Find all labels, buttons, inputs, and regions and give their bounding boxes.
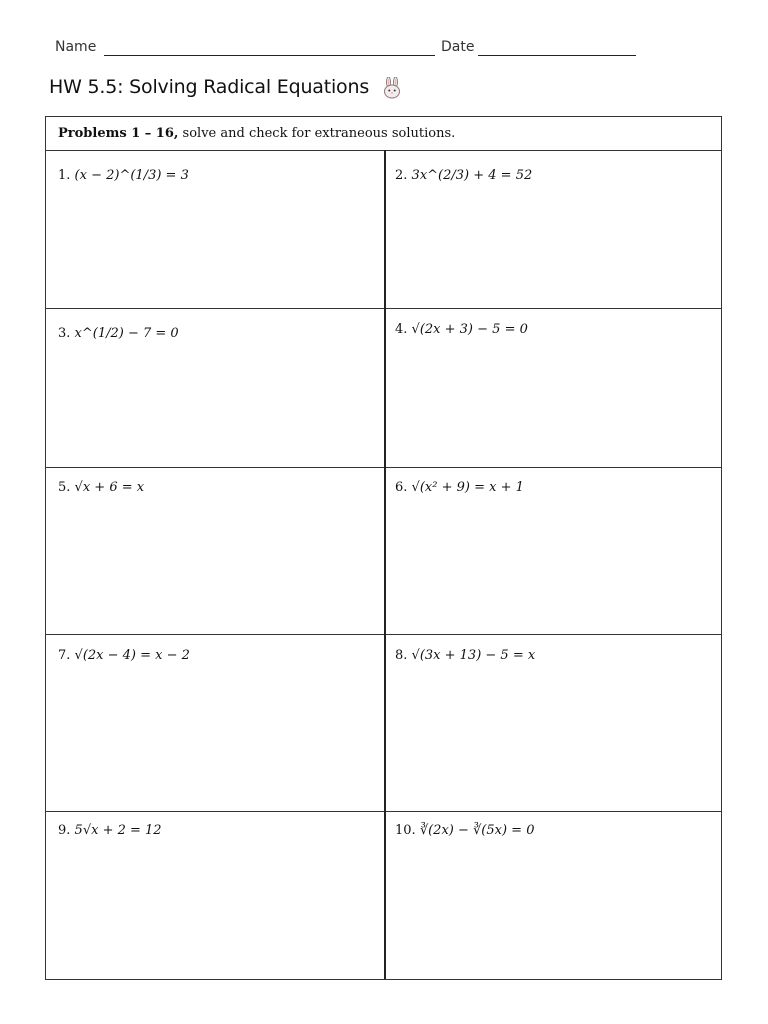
problem-7 — [58, 648, 190, 663]
problem-5 — [58, 480, 144, 495]
problem-number: 5. — [58, 480, 71, 495]
instructions — [58, 126, 455, 141]
page-title — [49, 76, 403, 99]
problem-number: 4. — [395, 322, 408, 337]
problem-number: 3. — [58, 326, 71, 341]
problem-number: 2. — [395, 168, 408, 183]
problem-3 — [58, 326, 179, 341]
problem-equation: √(2x + 3) − 5 = 0 — [411, 322, 528, 337]
problem-number: 8. — [395, 648, 408, 663]
problem-6 — [395, 480, 524, 495]
date-field[interactable] — [478, 55, 636, 56]
problem-10 — [395, 823, 534, 838]
problem-8 — [395, 648, 535, 663]
problem-equation: 5√x + 2 = 12 — [74, 823, 162, 838]
problem-1 — [58, 168, 189, 183]
problem-equation: √(2x − 4) = x − 2 — [74, 648, 190, 663]
problem-equation: √(3x + 13) − 5 = x — [411, 648, 536, 663]
problem-equation: x^(1/2) − 7 = 0 — [74, 326, 179, 341]
bunny-icon — [381, 77, 403, 99]
problem-number: 10. — [395, 823, 416, 838]
problem-number: 9. — [58, 823, 71, 838]
problem-number: 7. — [58, 648, 71, 663]
problem-equation: (x − 2)^(1/3) = 3 — [74, 168, 189, 183]
name-label: Name — [55, 39, 97, 55]
name-field[interactable] — [104, 55, 435, 56]
problem-equation: √x + 6 = x — [74, 480, 145, 495]
worksheet-box — [45, 116, 722, 980]
page-title-text: HW 5.5: Solving Radical Equations — [49, 76, 370, 98]
problem-number: 6. — [395, 480, 408, 495]
problem-4 — [395, 322, 528, 337]
column-divider — [384, 150, 386, 979]
problem-equation: ∛(2x) − ∛(5x) = 0 — [419, 823, 535, 838]
problem-2 — [395, 168, 532, 183]
problem-9 — [58, 823, 162, 838]
instructions-bold: Problems 1 – 16, — [58, 126, 179, 141]
problem-equation: 3x^(2/3) + 4 = 52 — [411, 168, 533, 183]
problem-number: 1. — [58, 168, 71, 183]
instructions-text: solve and check for extraneous solutions. — [178, 126, 456, 141]
problem-equation: √(x² + 9) = x + 1 — [411, 480, 524, 495]
date-label: Date — [441, 39, 475, 55]
